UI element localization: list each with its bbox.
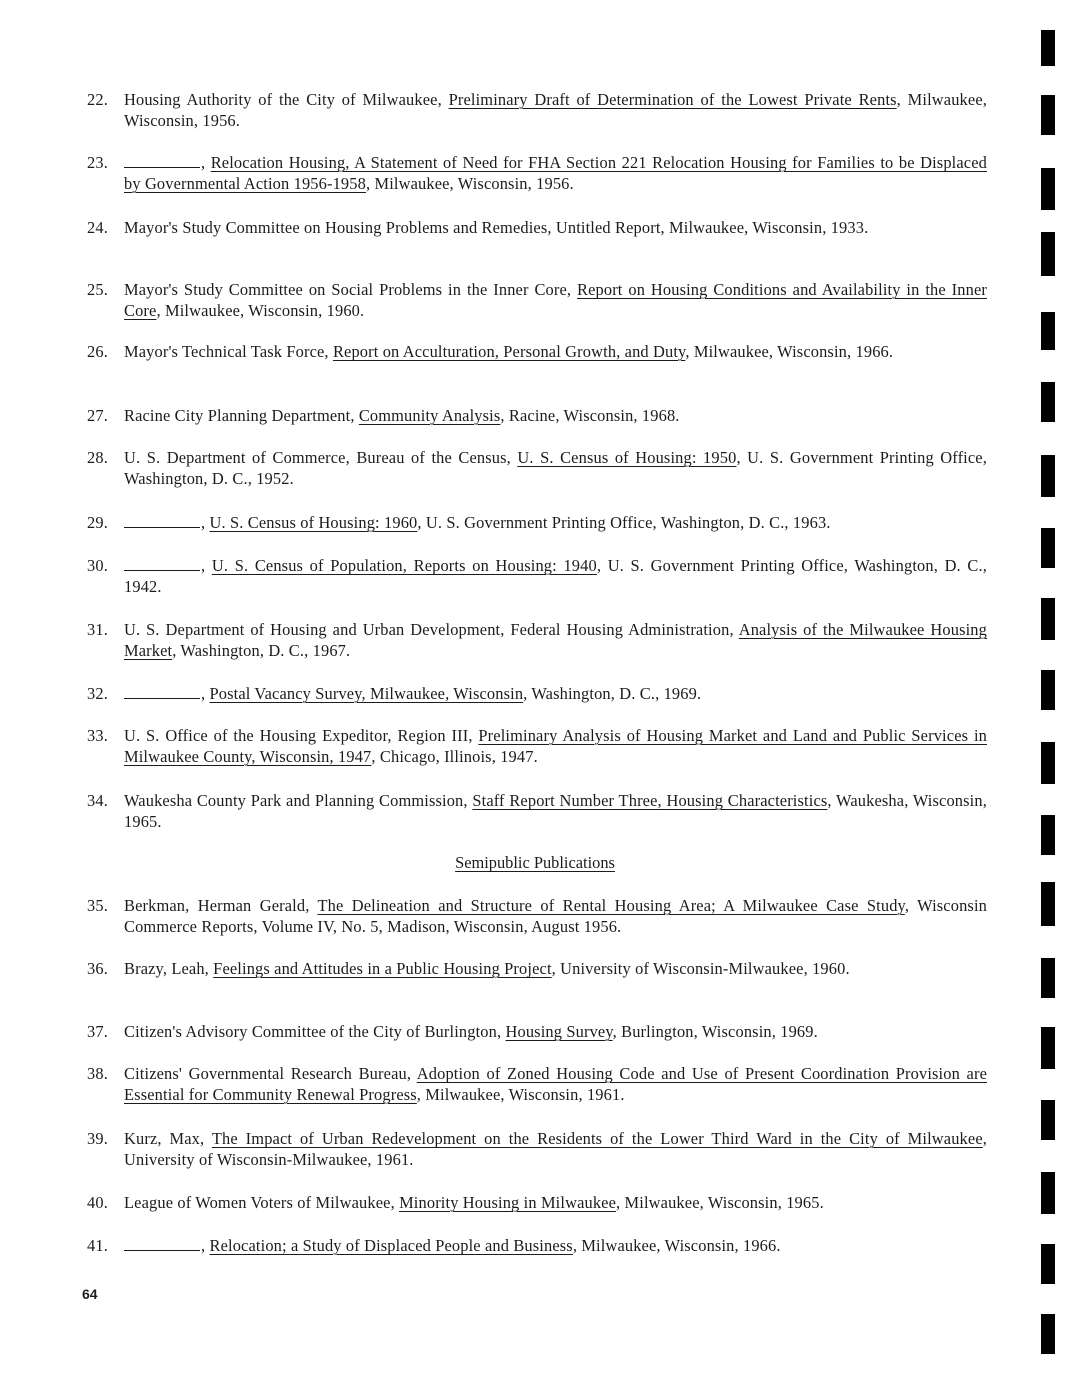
reference-title: Report on Acculturation, Personal Growth, and Duty (332, 342, 686, 361)
ditto-blank (124, 514, 200, 528)
reference-title: The Impact of Urban Redevelopment on the Residents of the Lower Third Ward in the City of Milwaukee (211, 1129, 983, 1148)
reference-lead: Berkman, Herman Gerald, (124, 896, 318, 915)
reference-tail: , Racine, Wisconsin, 1968. (500, 406, 680, 425)
reference-31 (87, 619, 987, 661)
reference-number: 39. (87, 1129, 108, 1148)
reference-tail: , Chicago, Illinois, 1947. (371, 747, 538, 766)
reference-tail: , Milwaukee, Wisconsin, 1966. (572, 1236, 781, 1255)
reference-lead: , (201, 513, 210, 532)
binding-mark (1041, 528, 1055, 568)
reference-text (124, 1063, 987, 1105)
reference-tail: , Milwaukee, Wisconsin, 1965. (616, 1193, 824, 1212)
binding-mark (1041, 1172, 1055, 1214)
reference-33 (87, 725, 987, 767)
reference-title: Postal Vacancy Survey, Milwaukee, Wisconsin (209, 684, 524, 703)
reference-30 (87, 555, 987, 597)
reference-number: 22. (87, 90, 108, 109)
reference-tail: , Washington, D. C., 1967. (172, 641, 351, 660)
reference-text (124, 512, 987, 533)
reference-title: Minority Housing in Milwaukee (399, 1193, 617, 1212)
binding-mark (1041, 958, 1055, 998)
reference-text (124, 1235, 987, 1256)
reference-title: Relocation Housing, A Statement of Need for FHA Section 221 Relocation Housing for Families to be Displaced by Governmental Action 1956-1958 (124, 153, 987, 193)
binding-mark (1041, 95, 1055, 135)
reference-tail: , Washington, D. C., 1969. (523, 684, 702, 703)
reference-23 (87, 152, 987, 194)
reference-lead: U. S. Department of Housing and Urban Development, Federal Housing Administration, (124, 620, 739, 639)
reference-40 (87, 1192, 987, 1213)
reference-41 (87, 1235, 987, 1256)
reference-lead: , (201, 556, 212, 575)
binding-mark (1041, 232, 1055, 276)
binding-mark (1041, 455, 1055, 497)
reference-number: 38. (87, 1064, 108, 1083)
reference-number: 33. (87, 726, 108, 745)
reference-number: 29. (87, 513, 108, 532)
reference-tail: , Milwaukee, Wisconsin, 1966. (685, 342, 894, 361)
binding-mark (1041, 1244, 1055, 1284)
reference-number: 36. (87, 959, 108, 978)
reference-text (124, 279, 987, 321)
reference-tail: , U. S. Government Printing Office, Washington, D. C., 1952. (124, 448, 987, 488)
reference-32 (87, 683, 987, 704)
reference-lead: U. S. Department of Commerce, Bureau of the Census, (124, 448, 518, 467)
reference-text (124, 958, 987, 979)
reference-title: U. S. Census of Population, Reports on Housing: 1940 (211, 556, 597, 575)
reference-lead: Mayor's Study Committee on Housing Problems and Remedies, Untitled Report, Milwaukee, Wisconsin, 1933. (124, 218, 869, 237)
reference-title: Preliminary Draft of Determination of the Lowest Private Rents (448, 90, 897, 109)
reference-lead: Citizens' Governmental Research Bureau, (124, 1064, 417, 1083)
reference-tail: , Milwaukee, Wisconsin, 1961. (416, 1085, 625, 1104)
reference-number: 24. (87, 218, 108, 237)
reference-text (124, 341, 987, 362)
reference-lead: Kurz, Max, (124, 1129, 212, 1148)
binding-mark (1041, 1100, 1055, 1140)
reference-number: 31. (87, 620, 108, 639)
reference-number: 37. (87, 1022, 108, 1041)
reference-lead: Housing Authority of the City of Milwaukee, (124, 90, 449, 109)
reference-tail: , U. S. Government Printing Office, Washington, D. C., 1963. (417, 513, 831, 532)
reference-title: Report on Housing Conditions and Availability in the Inner Core (124, 280, 987, 320)
ditto-blank (124, 557, 200, 571)
reference-title: Analysis of the Milwaukee Housing Market (124, 620, 987, 660)
reference-title: U. S. Census of Housing: 1950 (517, 448, 737, 467)
reference-tail: , U. S. Government Printing Office, Washington, D. C., 1942. (124, 556, 987, 596)
reference-title: Housing Survey (505, 1022, 613, 1041)
reference-number: 25. (87, 280, 108, 299)
reference-title: Relocation; a Study of Displaced People and Business (209, 1236, 573, 1255)
binding-mark (1041, 30, 1055, 66)
section-heading-text: Semipublic Publications (455, 853, 615, 872)
reference-tail: , University of Wisconsin-Milwaukee, 1960. (551, 959, 850, 978)
binding-mark (1041, 882, 1055, 926)
reference-text (124, 790, 987, 832)
reference-title: U. S. Census of Housing: 1960 (209, 513, 418, 532)
binding-mark (1041, 598, 1055, 640)
reference-number: 41. (87, 1236, 108, 1255)
reference-27 (87, 405, 987, 426)
ditto-blank (124, 1237, 200, 1251)
reference-tail: , Milwaukee, Wisconsin, 1960. (156, 301, 365, 320)
reference-tail: , Wisconsin Commerce Reports, Volume IV, No. 5, Madison, Wisconsin, August 1956. (124, 896, 987, 936)
reference-text (124, 1021, 987, 1042)
reference-tail: , Milwaukee, Wisconsin, 1956. (124, 90, 988, 130)
reference-number: 30. (87, 556, 108, 575)
reference-text (124, 1128, 987, 1170)
reference-22 (87, 89, 987, 131)
reference-37 (87, 1021, 987, 1042)
reference-24 (87, 217, 987, 238)
reference-36 (87, 958, 987, 979)
reference-number: 27. (87, 406, 108, 425)
ditto-blank (124, 685, 200, 699)
binding-mark (1041, 382, 1055, 422)
reference-title: Adoption of Zoned Housing Code and Use of Present Coordination Provision are Essential for Community Renewal Progress (124, 1064, 987, 1104)
reference-text (124, 683, 987, 704)
reference-title: Staff Report Number Three, Housing Characteristics (472, 791, 828, 810)
reference-title: Feelings and Attitudes in a Public Housing Project (213, 959, 552, 978)
reference-number: 28. (87, 448, 108, 467)
reference-text (124, 217, 987, 238)
binding-mark (1041, 670, 1055, 710)
reference-text (124, 89, 987, 131)
reference-lead: , (201, 684, 210, 703)
reference-35 (87, 895, 987, 937)
reference-lead: Brazy, Leah, (124, 959, 214, 978)
reference-number: 40. (87, 1193, 108, 1212)
reference-text (124, 447, 987, 489)
reference-number: 26. (87, 342, 108, 361)
reference-34 (87, 790, 987, 832)
reference-lead: , (201, 153, 211, 172)
reference-text (124, 152, 987, 194)
binding-mark (1041, 1027, 1055, 1069)
reference-text (124, 895, 987, 937)
reference-lead: , (201, 1236, 210, 1255)
reference-title: The Delineation and Structure of Rental Housing Area; A Milwaukee Case Study (317, 896, 905, 915)
reference-29 (87, 512, 987, 533)
reference-number: 35. (87, 896, 108, 915)
reference-38 (87, 1063, 987, 1105)
reference-number: 34. (87, 791, 108, 810)
binding-mark (1041, 168, 1055, 210)
reference-tail: , Burlington, Wisconsin, 1969. (612, 1022, 818, 1041)
reference-lead: Racine City Planning Department, (124, 406, 359, 425)
reference-25 (87, 279, 987, 321)
reference-lead: Citizen's Advisory Committee of the City of Burlington, (124, 1022, 506, 1041)
reference-lead: Mayor's Study Committee on Social Problems in the Inner Core, (124, 280, 577, 299)
reference-tail: , Milwaukee, Wisconsin, 1956. (365, 174, 574, 193)
reference-title: Community Analysis (358, 406, 501, 425)
reference-lead: U. S. Office of the Housing Expeditor, Region III, (124, 726, 479, 745)
binding-mark (1041, 815, 1055, 855)
reference-lead: Waukesha County Park and Planning Commission, (124, 791, 473, 810)
reference-tail: , Waukesha, Wisconsin, 1965. (124, 791, 987, 831)
reference-text (124, 619, 987, 661)
page-number: 64 (82, 1286, 98, 1302)
reference-28 (87, 447, 987, 489)
reference-39 (87, 1128, 987, 1170)
reference-number: 23. (87, 153, 108, 172)
reference-number: 32. (87, 684, 108, 703)
reference-lead: League of Women Voters of Milwaukee, (124, 1193, 400, 1212)
reference-text (124, 725, 987, 767)
binding-mark (1041, 1314, 1055, 1354)
reference-text (124, 1192, 987, 1213)
reference-text (124, 555, 987, 597)
ditto-blank (124, 154, 200, 168)
section-heading (0, 853, 1070, 873)
binding-mark (1041, 742, 1055, 784)
reference-26 (87, 341, 987, 362)
binding-mark (1041, 312, 1055, 350)
reference-lead: Mayor's Technical Task Force, (124, 342, 333, 361)
reference-tail: , University of Wisconsin-Milwaukee, 1961. (124, 1129, 988, 1169)
reference-title: Preliminary Analysis of Housing Market and Land and Public Services in Milwaukee County, Wisconsin, 1947 (124, 726, 987, 766)
reference-text (124, 405, 987, 426)
